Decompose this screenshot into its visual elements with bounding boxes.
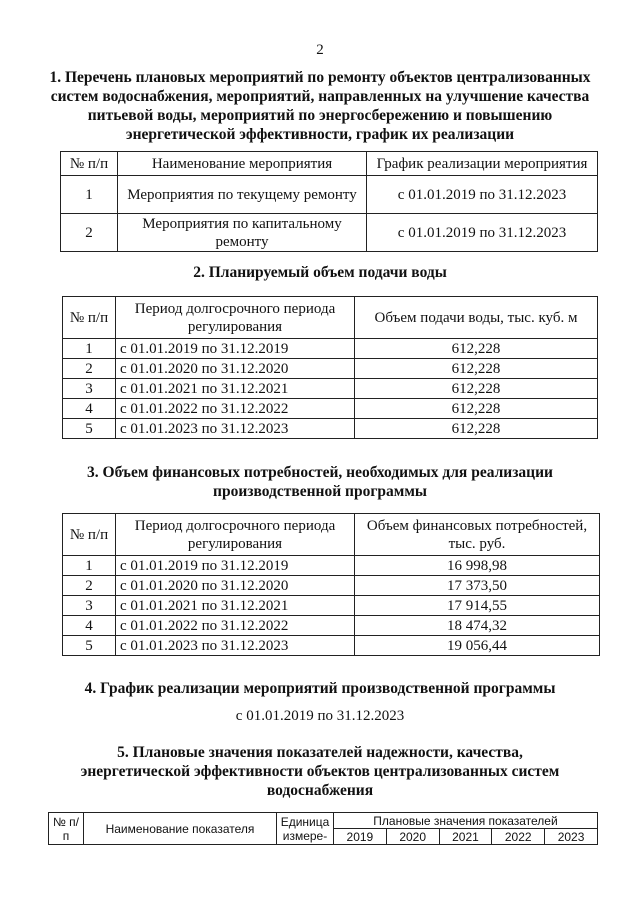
- section5-table: [48, 812, 598, 845]
- s5-year: 2022: [492, 829, 545, 845]
- section1-title: 1. Перечень плановых мероприятий по ремонту объектов централизованных систем водоснабжения, мероприятий, направленных на улучшение качества питьевой воды, мероприятий по энергосбережению и повышению энергетической эффективности, график их реализации: [49, 69, 591, 143]
- table-row: 2 с 01.01.2020 по 31.12.2020 17 373,50: [63, 576, 600, 596]
- s2-header-num: № п/п: [63, 297, 116, 339]
- table-row: 4 с 01.01.2022 по 31.12.2022 612,228: [63, 399, 598, 419]
- s1-cell: с 01.01.2019 по 31.12.2023: [367, 176, 598, 214]
- table-row: [61, 214, 598, 252]
- s5-header-planned: Плановые значения показателей: [334, 813, 598, 829]
- table-row: [61, 176, 598, 214]
- s3-header-num: № п/п: [63, 514, 116, 556]
- s1-cell: 1: [61, 176, 118, 214]
- s1-cell: Мероприятия по капитальному ремонту: [118, 214, 367, 252]
- section3-table: [62, 513, 600, 656]
- s5-year: 2019: [334, 829, 387, 845]
- s1-cell: 2: [61, 214, 118, 252]
- s1-cell: с 01.01.2019 по 31.12.2023: [367, 214, 598, 252]
- table-row: 3 с 01.01.2021 по 31.12.2021 17 914,55: [63, 596, 600, 616]
- section5-title: 5. Плановые значения показателей надежности, качества, энергетической эффективности объектов централизованных систем водоснабжения: [80, 744, 560, 799]
- section4-period: с 01.01.2019 по 31.12.2023: [235, 708, 405, 724]
- section2-title: 2. Планируемый объем подачи воды: [193, 264, 447, 281]
- s3-header-finance: Объем финансовых потребностей, тыс. руб.: [355, 514, 600, 556]
- s2-header-period: Период долгосрочного периода регулирования: [116, 297, 355, 339]
- table-row: 4 с 01.01.2022 по 31.12.2022 18 474,32: [63, 616, 600, 636]
- s5-year: 2023: [545, 829, 598, 845]
- s5-header-num: № п/п: [49, 813, 84, 845]
- table-row: 1 с 01.01.2019 по 31.12.2019 612,228: [63, 339, 598, 359]
- page-number: 2: [316, 42, 324, 58]
- table-row: 3 с 01.01.2021 по 31.12.2021 612,228: [63, 379, 598, 399]
- table-row: 2 с 01.01.2020 по 31.12.2020 612,228: [63, 359, 598, 379]
- s5-year: 2021: [439, 829, 492, 845]
- section4-title: 4. График реализации мероприятий производственной программы: [84, 680, 556, 697]
- s1-header-schedule: График реализации мероприятия: [367, 152, 598, 176]
- s5-header-unit: Единица измере-: [277, 813, 334, 845]
- s2-header-volume: Объем подачи воды, тыс. куб. м: [355, 297, 598, 339]
- s5-header-name: Наименование показателя: [84, 813, 277, 845]
- section1-table: [60, 151, 598, 252]
- s1-cell: Мероприятия по текущему ремонту: [118, 176, 367, 214]
- s1-header-name: Наименование мероприятия: [118, 152, 367, 176]
- s3-header-period: Период долгосрочного периода регулирования: [116, 514, 355, 556]
- s1-header-num: № п/п: [61, 152, 118, 176]
- table-row: 5 с 01.01.2023 по 31.12.2023 612,228: [63, 419, 598, 439]
- section3-title: 3. Объем финансовых потребностей, необходимых для реализации производственной программы: [87, 464, 553, 500]
- s5-year: 2020: [386, 829, 439, 845]
- table-row: 5 с 01.01.2023 по 31.12.2023 19 056,44: [63, 636, 600, 656]
- table-row: 1 с 01.01.2019 по 31.12.2019 16 998,98: [63, 556, 600, 576]
- section2-table: [62, 296, 598, 439]
